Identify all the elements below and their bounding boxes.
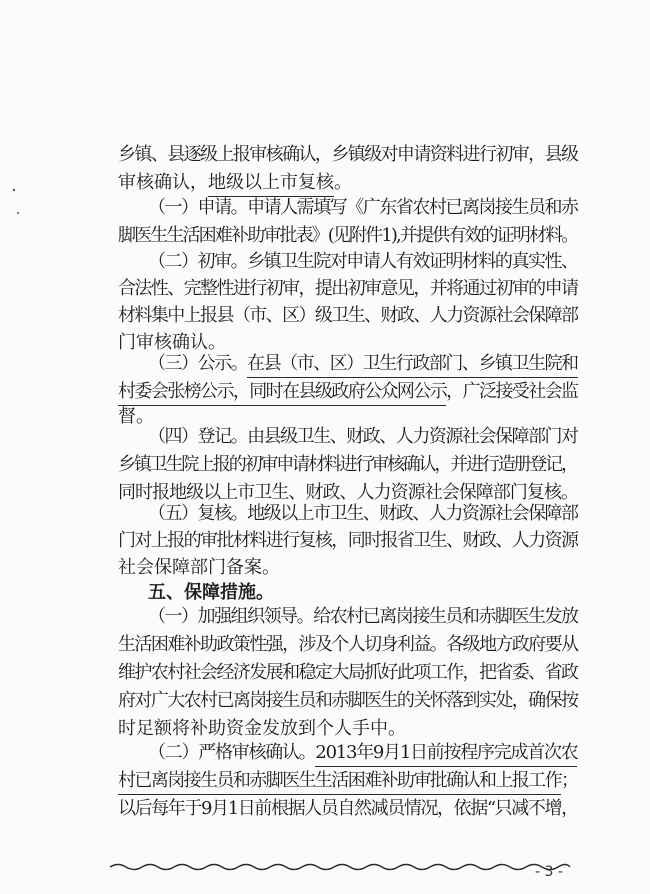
wavy-underline-mark (110, 865, 570, 870)
text-segment: 审核确认， (118, 172, 208, 193)
text-segment: （一）申请。申请人需填写《广东省农村已离岗接生员和赤 (148, 197, 578, 218)
text-segment: 时足额将补助资金发放到个人手中。 (118, 718, 406, 739)
scan-speck (17, 212, 19, 214)
text-segment: 五、保障措施。 (148, 582, 274, 603)
text-segment: 督。 (118, 406, 154, 427)
scan-speck (13, 189, 15, 191)
underlined-text: 2013年9月1日前按程序完成首次农 (315, 741, 577, 767)
page-number: - 3 - (535, 864, 563, 880)
text-segment: （一）加强组织领导。给农村已离岗接生员和赤脚医生发放 (148, 606, 578, 627)
underlined-text: 地级以上市复核 (208, 171, 334, 197)
text-segment: 生活困难补助政策性强，涉及个人切身利益。各级地方政府要从 (118, 634, 578, 655)
underlined-text: 在县（市、区）卫生行政部门、乡镇卫生院和 (247, 352, 577, 378)
text-segment: ； (561, 770, 578, 791)
text-segment: （二）初审。乡镇卫生院对申请人有效证明材料的真实性、 (148, 251, 578, 272)
text-segment: 脚医生生活困难补助审批表》(见附件1),并提供有效的证明材料。 (118, 225, 578, 246)
text-segment: 。 (334, 172, 352, 193)
text-segment: 门审核确认。 (118, 332, 226, 353)
text-segment: 府对广大农村已离岗接生员和赤脚医生的关怀落到实处，确保按 (118, 690, 578, 711)
text-segment: （四）登记。由县级卫生、财政、人力资源社会保障部门对 (148, 426, 578, 447)
text-segment: （五）复核。地级以上市卫生、财政、人力资源社会保障部 (148, 503, 578, 524)
text-segment: 门对上报的审批材料进行复核，同时报省卫生、财政、人力资源 (118, 530, 578, 551)
text-segment: （二）严格审核确认。 (148, 742, 316, 763)
text-segment: 材料集中上报县（市、区）级卫生、财政、人力资源社会保障部 (118, 305, 578, 326)
text-segment: 以后每年于9月1日前根据人员自然减员情况，依据“只减不增， (118, 798, 578, 819)
text-segment: 乡镇卫生院上报的初审申请材料进行审核确认，并进行造册登记， (118, 454, 577, 475)
text-segment: 社会保障部门备案。 (118, 557, 280, 578)
underlined-text: 村已离岗接生员和赤脚医生生活困难补助审批确认和上报工作 (118, 769, 561, 795)
text-segment: 乡镇、县逐级上报审核确认，乡镇级对申请资料进行初审，县级 (118, 144, 578, 165)
text-segment: （三）公示。 (148, 353, 248, 374)
underlined-text: 村委会张榜公示，同时在县级政府公众网公示 (118, 380, 446, 406)
text-segment: 维护农村社会经济发展和稳定大局抓好此项工作，把省委、省政 (118, 662, 578, 683)
text-segment: 同时报地级以上市卫生、财政、人力资源社会保障部门复核。 (118, 482, 579, 503)
text-segment: 合法性、完整性进行初审，提出初审意见，并将通过初审的申请 (118, 278, 578, 299)
text-segment: ，广泛接受社会监 (446, 381, 578, 402)
